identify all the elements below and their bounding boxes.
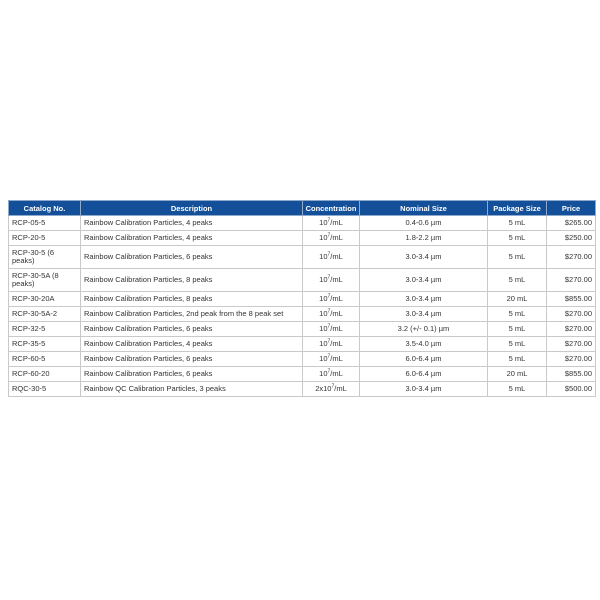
concentration-cell: [303, 269, 360, 292]
catalog-number-cell: RCP-30-5A (8 peaks): [9, 269, 81, 292]
description-cell: Rainbow Calibration Particles, 2nd peak from the 8 peak set: [81, 307, 303, 322]
header-description: Description: [81, 201, 303, 216]
concentration-base: 10: [319, 339, 328, 348]
concentration-unit: /mL: [330, 218, 343, 227]
price-cell: $270.00: [547, 246, 596, 269]
catalog-number-cell: RCP-35-5: [9, 337, 81, 352]
concentration-unit: /mL: [330, 294, 343, 303]
description-cell: Rainbow Calibration Particles, 4 peaks: [81, 231, 303, 246]
concentration-unit: /mL: [330, 339, 343, 348]
header-price: Price: [547, 201, 596, 216]
package-size-cell: 5 mL: [488, 231, 547, 246]
nominal-size-cell: 3.0-3.4 µm: [360, 269, 488, 292]
concentration-base: 2x10: [315, 384, 332, 393]
price-cell: $270.00: [547, 307, 596, 322]
concentration-cell: [303, 367, 360, 382]
description-cell: Rainbow Calibration Particles, 4 peaks: [81, 216, 303, 231]
price-cell: $250.00: [547, 231, 596, 246]
table-row: [9, 367, 596, 382]
concentration-base: 10: [319, 294, 328, 303]
concentration-unit: /mL: [330, 309, 343, 318]
table-row: [9, 307, 596, 322]
table-row: [9, 216, 596, 231]
package-size-cell: 20 mL: [488, 367, 547, 382]
nominal-size-cell: 0.4-0.6 µm: [360, 216, 488, 231]
concentration-exponent: 7: [327, 368, 331, 375]
concentration-exponent: 7: [327, 308, 331, 315]
concentration-cell: [303, 382, 360, 397]
concentration-base: 10: [319, 354, 328, 363]
nominal-size-cell: 3.5-4.0 µm: [360, 337, 488, 352]
table-row: [9, 269, 596, 292]
concentration-unit: /mL: [330, 233, 343, 242]
price-cell: $265.00: [547, 216, 596, 231]
description-cell: Rainbow Calibration Particles, 8 peaks: [81, 269, 303, 292]
catalog-number-cell: RCP-30-5A-2: [9, 307, 81, 322]
concentration-cell: [303, 352, 360, 367]
product-table-container: [8, 200, 595, 397]
concentration-unit: /mL: [330, 369, 343, 378]
table-row: [9, 337, 596, 352]
price-cell: $270.00: [547, 322, 596, 337]
catalog-number-cell: RCP-60-20: [9, 367, 81, 382]
package-size-cell: 5 mL: [488, 382, 547, 397]
table-row: [9, 292, 596, 307]
nominal-size-cell: 6.0-6.4 µm: [360, 367, 488, 382]
catalog-number-cell: RCP-30-20A: [9, 292, 81, 307]
package-size-cell: 5 mL: [488, 216, 547, 231]
price-cell: $270.00: [547, 352, 596, 367]
catalog-number-cell: RCP-20-5: [9, 231, 81, 246]
concentration-base: 10: [319, 233, 328, 242]
price-cell: $270.00: [547, 269, 596, 292]
concentration-exponent: 7: [327, 323, 331, 330]
table-row: [9, 231, 596, 246]
nominal-size-cell: 6.0-6.4 µm: [360, 352, 488, 367]
concentration-exponent: 7: [327, 353, 331, 360]
header-catalog-no: Catalog No.: [9, 201, 81, 216]
description-cell: Rainbow Calibration Particles, 4 peaks: [81, 337, 303, 352]
catalog-number-cell: RCP-60-5: [9, 352, 81, 367]
package-size-cell: 5 mL: [488, 246, 547, 269]
table-body: [9, 216, 596, 397]
table-row: [9, 246, 596, 269]
concentration-unit: /mL: [330, 354, 343, 363]
catalog-number-cell: RQC-30-5: [9, 382, 81, 397]
concentration-exponent: 7: [327, 217, 331, 224]
price-cell: $270.00: [547, 337, 596, 352]
concentration-unit: /mL: [330, 324, 343, 333]
description-cell: Rainbow Calibration Particles, 6 peaks: [81, 246, 303, 269]
concentration-exponent: 7: [327, 274, 331, 281]
concentration-cell: [303, 307, 360, 322]
nominal-size-cell: 3.0-3.4 µm: [360, 382, 488, 397]
product-table: [8, 200, 596, 397]
nominal-size-cell: 3.0-3.4 µm: [360, 307, 488, 322]
table-row: [9, 322, 596, 337]
catalog-number-cell: RCP-32-5: [9, 322, 81, 337]
package-size-cell: 5 mL: [488, 269, 547, 292]
header-package-size: Package Size: [488, 201, 547, 216]
nominal-size-cell: 3.2 (+/- 0.1) µm: [360, 322, 488, 337]
description-cell: Rainbow Calibration Particles, 6 peaks: [81, 367, 303, 382]
package-size-cell: 5 mL: [488, 337, 547, 352]
package-size-cell: 5 mL: [488, 352, 547, 367]
package-size-cell: 20 mL: [488, 292, 547, 307]
concentration-exponent: 7: [327, 251, 331, 258]
price-cell: $500.00: [547, 382, 596, 397]
table-row: [9, 382, 596, 397]
price-cell: $855.00: [547, 367, 596, 382]
description-cell: Rainbow Calibration Particles, 8 peaks: [81, 292, 303, 307]
description-cell: Rainbow Calibration Particles, 6 peaks: [81, 322, 303, 337]
nominal-size-cell: 3.0-3.4 µm: [360, 246, 488, 269]
concentration-base: 10: [319, 252, 328, 261]
concentration-cell: [303, 246, 360, 269]
concentration-base: 10: [319, 324, 328, 333]
concentration-base: 10: [319, 309, 328, 318]
concentration-exponent: 7: [327, 293, 331, 300]
description-cell: Rainbow QC Calibration Particles, 3 peaks: [81, 382, 303, 397]
concentration-cell: [303, 322, 360, 337]
description-cell: Rainbow Calibration Particles, 6 peaks: [81, 352, 303, 367]
header-concentration: Concentration: [303, 201, 360, 216]
concentration-cell: [303, 231, 360, 246]
concentration-exponent: 7: [327, 232, 331, 239]
nominal-size-cell: 1.8-2.2 µm: [360, 231, 488, 246]
table-header-row: [9, 201, 596, 216]
concentration-cell: [303, 216, 360, 231]
concentration-base: 10: [319, 275, 328, 284]
table-header: [9, 201, 596, 216]
concentration-cell: [303, 292, 360, 307]
catalog-number-cell: RCP-05-5: [9, 216, 81, 231]
table-row: [9, 352, 596, 367]
nominal-size-cell: 3.0-3.4 µm: [360, 292, 488, 307]
header-nominal-size: Nominal Size: [360, 201, 488, 216]
package-size-cell: 5 mL: [488, 307, 547, 322]
concentration-base: 10: [319, 369, 328, 378]
concentration-unit: /mL: [330, 252, 343, 261]
concentration-unit: /mL: [330, 275, 343, 284]
concentration-unit: /mL: [334, 384, 347, 393]
price-cell: $855.00: [547, 292, 596, 307]
concentration-exponent: 7: [331, 383, 335, 390]
catalog-number-cell: RCP-30-5 (6 peaks): [9, 246, 81, 269]
concentration-base: 10: [319, 218, 328, 227]
concentration-cell: [303, 337, 360, 352]
package-size-cell: 5 mL: [488, 322, 547, 337]
concentration-exponent: 7: [327, 338, 331, 345]
